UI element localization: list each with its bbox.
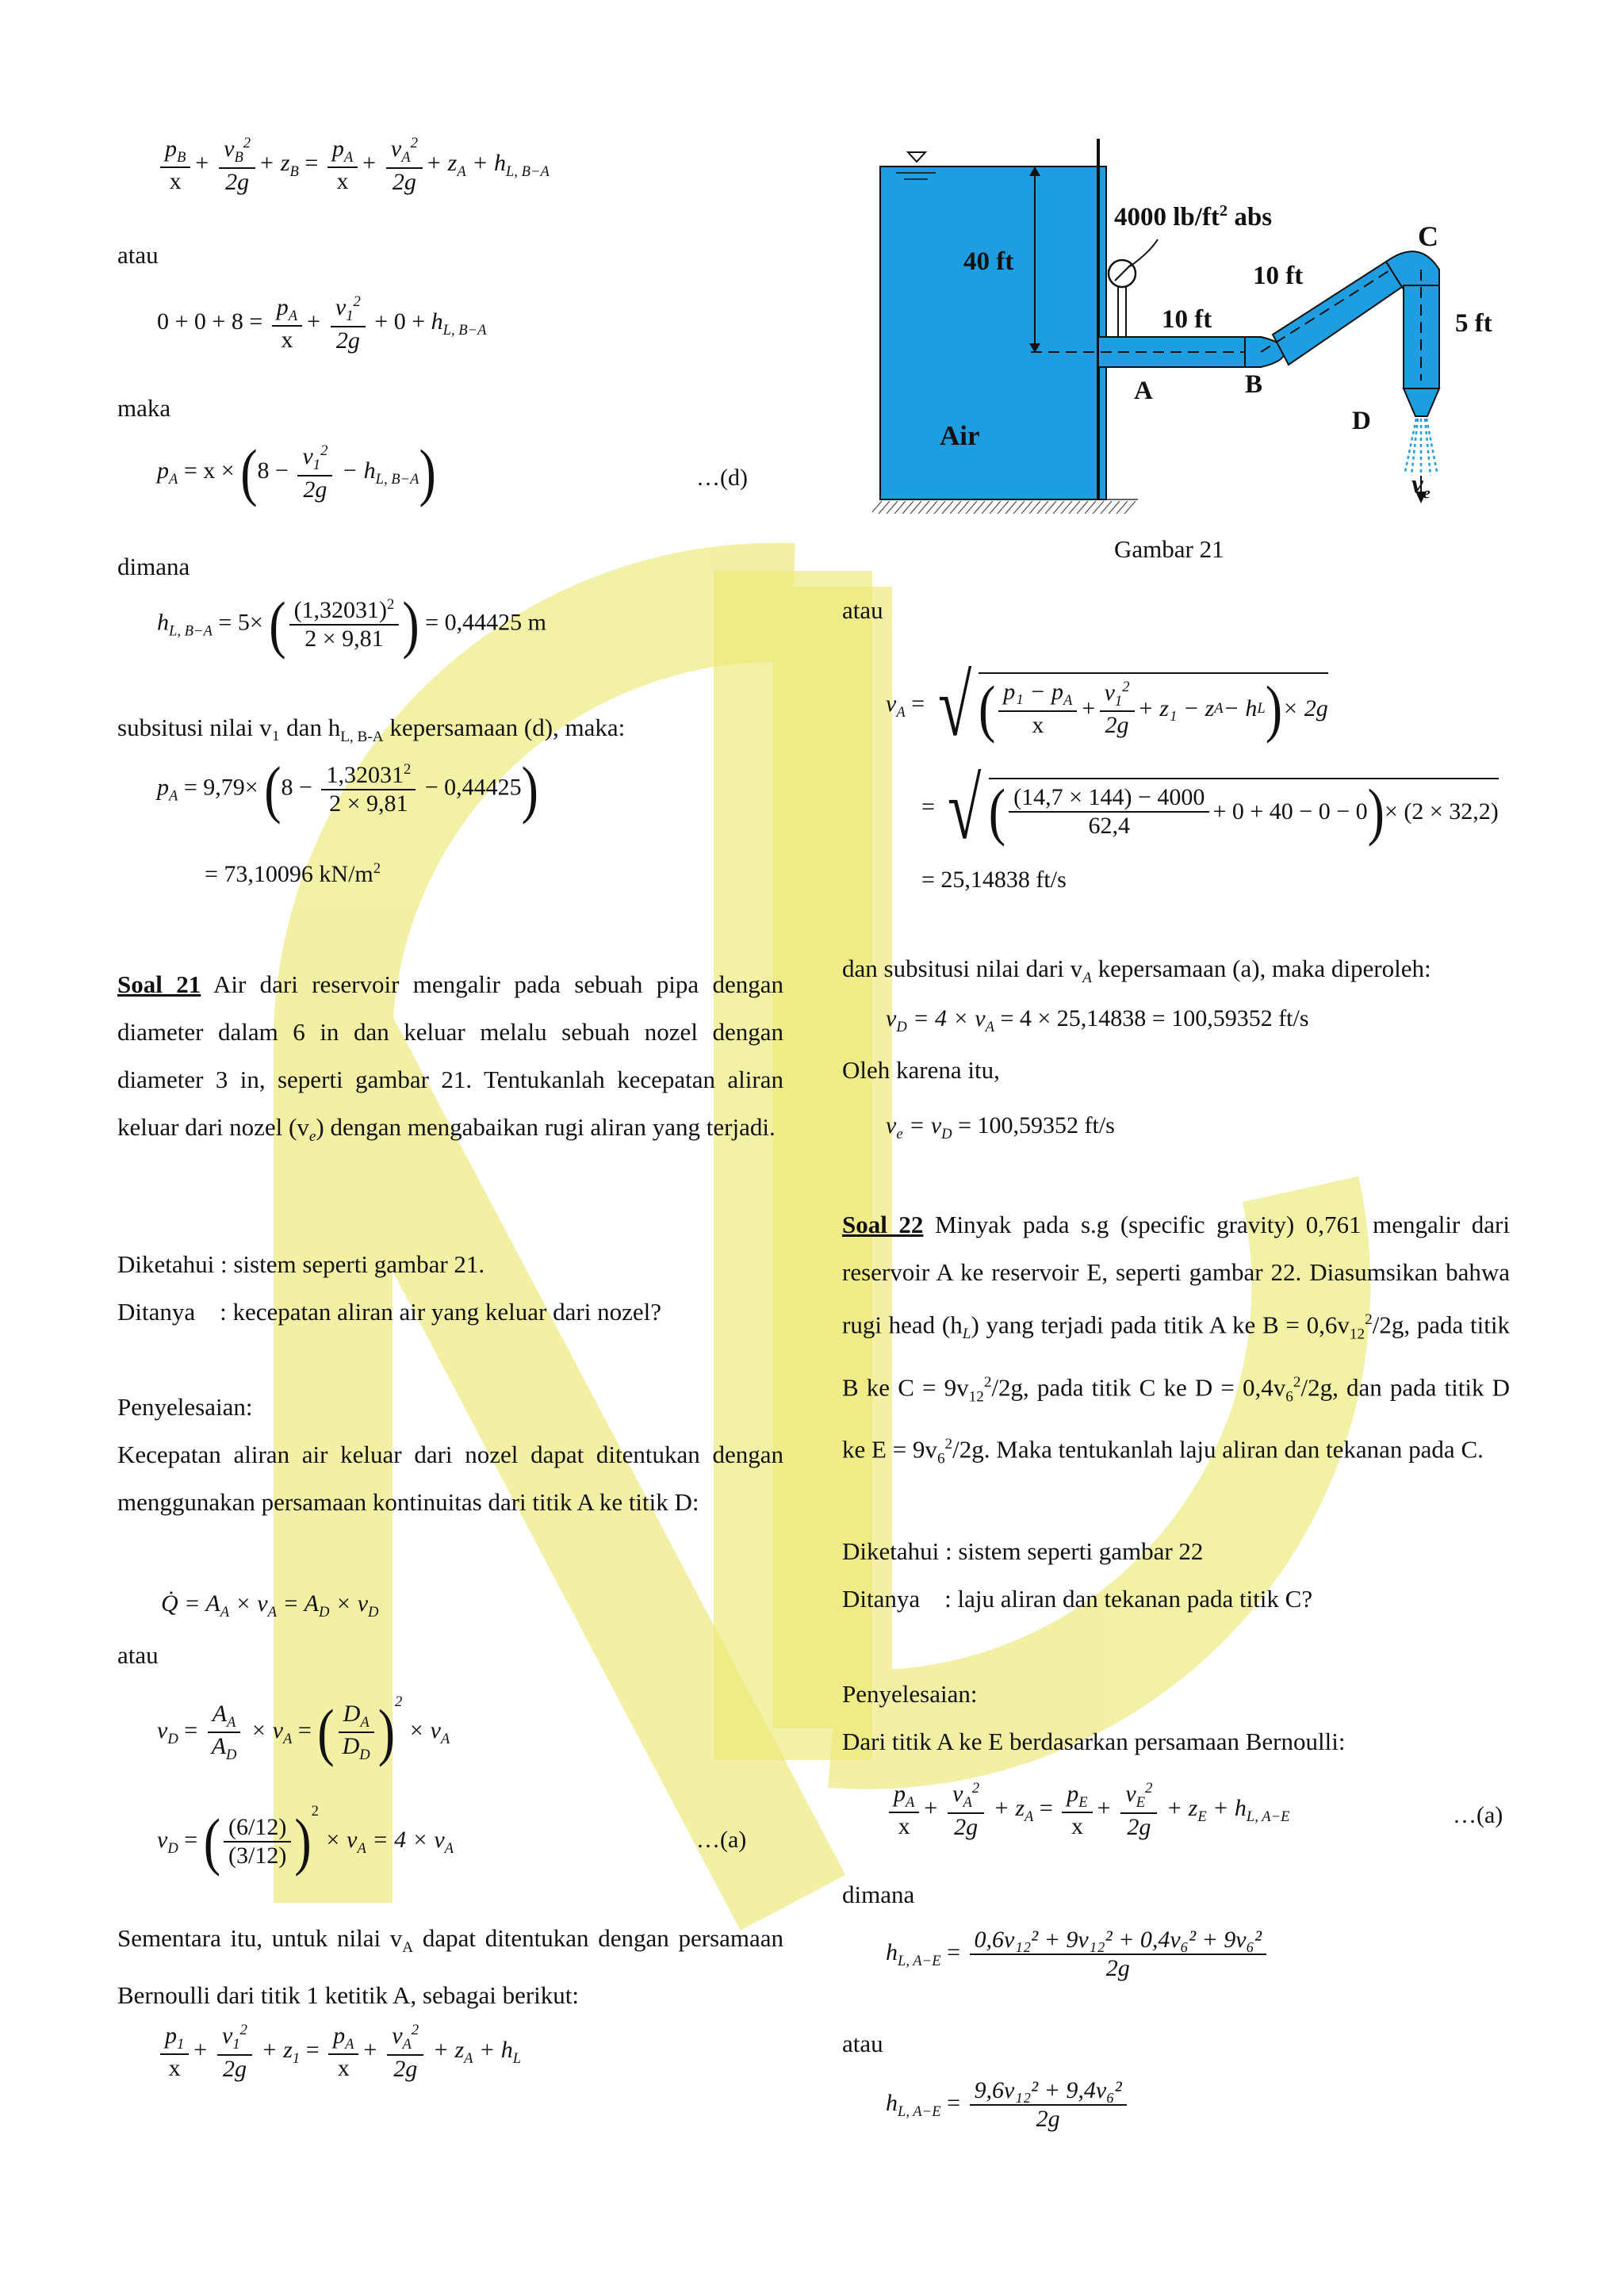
label-10ft-horizontal: 10 ft	[1162, 305, 1212, 334]
ditanya-21: Ditanya : kecepatan aliran air yang keluar dari nozel?	[117, 1298, 661, 1326]
reservoir-water	[880, 166, 1106, 499]
text-dimana: dimana	[117, 553, 190, 580]
equation-va-result: = 25,14838 ft/s	[921, 867, 1067, 893]
label-C: C	[1418, 220, 1438, 252]
equation-vd-value: $v_D$ = ( $\frac{(6/12)}{(3/12)}$ )$^2 \times v_A = 4 \times v_A$ …(a)	[157, 1803, 747, 1877]
equation-vd-result: $v_D = 4 \times v_A = 4 \times 25,14838 = 100,59352$ ft/s	[886, 1005, 1309, 1035]
text-maka: maka	[117, 394, 171, 422]
text-oleh: Oleh karena itu,	[842, 1056, 1000, 1084]
soal-21-paragraph: Soal 21 Air dari reservoir mengalir pada sebuah pipa dengan diameter dalam 6 in dan keluar melalu sebuah nozel dengan diameter 3 in, seperti gambar 21. Tentukanlah kecepatan aliran keluar dari nozel $(v_e)$ dengan mengabaikan rugi aliran yang terjadi.	[117, 970, 784, 1146]
text-dimana-r: dimana	[842, 1881, 915, 1908]
text-subsitusi: subsitusi nilai v₁ dan $h_{L, B-A}$ kepersamaan (d), maka:	[117, 714, 626, 746]
equation-va-root: $v_A$ = √ ( $\frac{p_1 - p_A}{x}$ + $\frac{v_1^2}{2g}$ + z₁ − z A − h L ) × 2g	[886, 657, 1328, 754]
label-B: B	[1245, 370, 1263, 399]
ditanya-22: Ditanya : laju aliran dan tekanan pada titik C?	[842, 1585, 1313, 1613]
equation-continuity: Q̇ = $A_A \times v_A = A_D \times v_D$	[161, 1590, 379, 1621]
label-pressure: 4000 $lb/ft^2$ abs	[1114, 202, 1273, 232]
equation-pa-values: $p_A = 9,79\times (8$ − $\frac{1,32031^2}{2 \times 9,81}$ − 0,44425)	[157, 753, 538, 825]
equation-pa-d: $p_A = x \times (8$ − $\frac{v_1^2}{2g}$ − $h_{L, B-A}$) …(d)	[157, 437, 748, 508]
label-A: A	[1134, 377, 1153, 405]
soal-22-paragraph: Soal 22 Minyak pada s.g (specific gravity) 0,761 mengalir dari reservoir A ke reservoir E, seperti gambar 22. Diasumsikan bahwa rugi head $(h_L)$ yang terjadi pada titik A ke $B = 0,6v_{12}^2/2g$, pada titik B ke $C = 9v_{12}^2/2g$, pada titik C ke $D = 0,4v_6^2/2g$, dan pada titik D ke $E = 9v_6^2/2g$. Maka tentukanlah laju aliran dan tekanan pada C.	[842, 1211, 1510, 1468]
equation-bernoulli-b-a: $\frac{p_B}{x}$ + $\frac{v_B^2}{2g}$ + $z_B$ = $\frac{p_A}{x}$ + $\frac{v_A^2}{2g}$ + $z_A + h_{L, B-A}$	[157, 135, 550, 196]
kecepatan-paragraph: Kecepatan aliran air keluar dari nozel dapat ditentukan dengan menggunakan persamaan kontinuitas dari titik A ke titik D:	[117, 1441, 783, 1516]
diketahui-22: Diketahui : sistem seperti gambar 22	[842, 1537, 1204, 1565]
soal-21-label: Soal 21	[117, 970, 201, 998]
reservoir-nozzle-diagram	[872, 135, 1522, 579]
equation-vd-ratio: $v_D$ = $\frac{A_A}{A_D}$ × $v_A$ = ( $\frac{D_A}{D_D}$ )$^2 \times v_A$	[157, 1693, 450, 1767]
label-40ft: 40 ft	[963, 247, 1014, 276]
sementara-paragraph: Sementara itu, untuk nilai $v_A$ dapat ditentukan dengan persamaan Bernoulli dari titik 1 ketitik A, sebagai berikut:	[117, 1924, 783, 2010]
equation-bernoulli-values: 0 + 0 + 8 = $\frac{p_A}{x}$ + $\frac{v_1^2}{2g}$ + $0 + h_{L, B-A}$	[157, 293, 487, 354]
label-10ft-inclined: 10 ft	[1253, 262, 1304, 290]
figure-caption: Gambar 21	[1114, 535, 1224, 563]
text-dan-subs: dan subsitusi nilai dari $v_A$ kepersamaan (a), maka diperoleh:	[842, 955, 1431, 987]
nozzle	[1404, 388, 1439, 416]
text-atau-2: atau	[117, 1641, 159, 1669]
text-atau-r1: atau	[842, 596, 883, 624]
text-dari-titik: Dari titik A ke E berdasarkan persamaan Bernoulli:	[842, 1728, 1346, 1755]
equation-head-loss-a-e: $h_{L, A-E}$ = $\frac{\text{0,6v₁₂² + 9v₁₂² + 0,4v₆² + 9v₆²}}{2g}$	[886, 1927, 1270, 1982]
label-D: D	[1352, 407, 1371, 435]
text-atau: atau	[117, 241, 159, 269]
water-spray	[1405, 419, 1437, 476]
equation-va-values: = √ ( $\frac{(14,7 \times 144) - 4000}{62,4}$ + 0 + 40 − 0 − 0 ) × (2 × 32,2)	[921, 760, 1499, 857]
pipe-vertical	[1404, 285, 1439, 388]
text-atau-r2: atau	[842, 2030, 883, 2057]
equation-head-loss-simplified: $h_{L, A-E}$ = $\frac{\text{9,6v₁₂² + 9,4v₆²}}{2g}$	[886, 2077, 1130, 2133]
water-level-icon	[908, 152, 925, 162]
diketahui-21: Diketahui : sistem seperti gambar 21.	[117, 1250, 485, 1278]
penyelesaian-21: Penyelesaian:	[117, 1393, 253, 1421]
equation-head-loss: $h_{L, B-A} = 5\times$ ( $\frac{(1,32031)^2}{2 \times 9,81}$ ) = 0,44425 m	[157, 588, 546, 660]
figure-21	[872, 135, 1522, 579]
label-air: Air	[940, 420, 980, 451]
label-ve: $v_e$	[1411, 470, 1431, 503]
label-5ft: 5 ft	[1455, 309, 1492, 338]
penyelesaian-22: Penyelesaian:	[842, 1680, 978, 1708]
equation-bernoulli-a-e: $\frac{p_A}{x}$ + $\frac{v_A^2}{2g}$ + $z_A$ = $\frac{p_E}{x}$ + $\frac{v_E^2}{2g}$ + $z_E + h_{L, A-E}$ …(a)	[886, 1780, 1520, 1841]
equation-pa-result: = 73,10096 $kN/m^2$	[205, 860, 381, 887]
equation-ve-result: $v_e = v_D = 100,59352$ ft/s	[886, 1112, 1115, 1142]
equation-bernoulli-1-a: $\frac{p_1}{x}$ + $\frac{v_1^2}{2g}$ + $z_1$ = $\frac{p_A}{x}$ + $\frac{v_A^2}{2g}$ + $z_A + h_L$	[157, 2022, 521, 2083]
soal-22-label: Soal 22	[842, 1211, 924, 1238]
